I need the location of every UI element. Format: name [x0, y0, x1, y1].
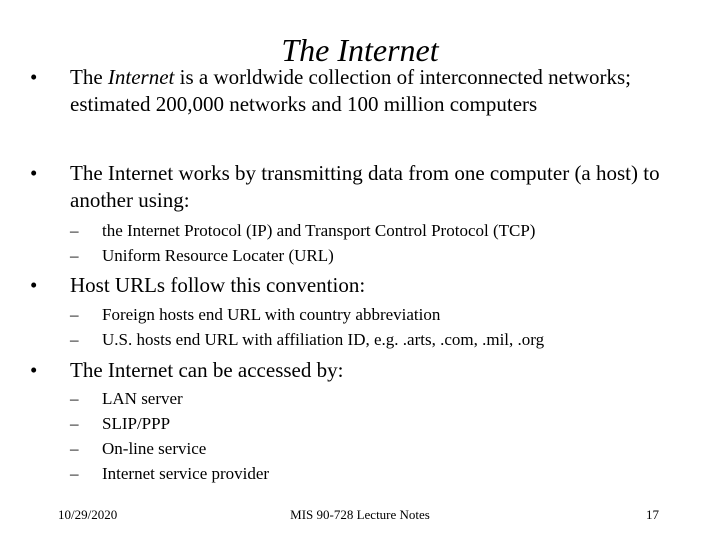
footer-date: 10/29/2020	[58, 507, 118, 522]
dash-marker: –	[70, 389, 79, 408]
sub-item-text: the Internet Protocol (IP) and Transport Control Protocol (TCP)	[102, 221, 536, 240]
sub-item-text: SLIP/PPP	[102, 414, 171, 433]
footer-course-title: MIS 90-728 Lecture Notes	[290, 507, 430, 522]
bullet-marker: •	[30, 65, 38, 89]
dash-marker: –	[70, 330, 79, 349]
dash-marker: –	[70, 439, 79, 458]
sub-item-text: Internet service provider	[102, 464, 270, 483]
dash-marker: –	[70, 464, 79, 483]
footer-page-number: 17	[646, 507, 659, 522]
dash-marker: –	[70, 305, 79, 324]
bullet-1-text	[30, 64, 690, 118]
dash-marker: –	[70, 414, 79, 433]
bullet-marker: •	[30, 273, 38, 297]
sub-item-text: U.S. hosts end URL with affiliation ID, e.g. .arts, .com, .mil, .org	[102, 330, 545, 349]
bullet-3-text: Host URLs follow this convention:	[70, 273, 366, 297]
bullet-1-prefix: The	[70, 65, 108, 89]
slide-title: The Internet	[281, 32, 439, 68]
bullet-4-text: The Internet can be accessed by:	[70, 358, 344, 382]
sub-item-text: Uniform Resource Locater (URL)	[102, 246, 334, 265]
sub-item-text: Foreign hosts end URL with country abbreviation	[102, 305, 441, 324]
bullet-2	[30, 160, 690, 214]
sub-item-text: On-line service	[102, 439, 207, 458]
bullet-2-text: The Internet works by transmitting data from one computer (a host) to another using:	[70, 161, 660, 212]
dash-marker: –	[70, 246, 79, 265]
bullet-marker: •	[30, 358, 38, 382]
bullet-4	[30, 357, 690, 384]
sub-item-text: LAN server	[102, 389, 183, 408]
bullet-1	[30, 64, 690, 118]
bullet-marker: •	[30, 161, 38, 185]
bullet-1-emphasis: Internet	[107, 65, 175, 89]
bullet-3	[30, 272, 690, 299]
dash-marker: –	[70, 221, 79, 240]
bullet-1-suffix: is a worldwide collection of interconnected networks; estimated 200,000 networks and 100 million computers	[70, 65, 631, 116]
